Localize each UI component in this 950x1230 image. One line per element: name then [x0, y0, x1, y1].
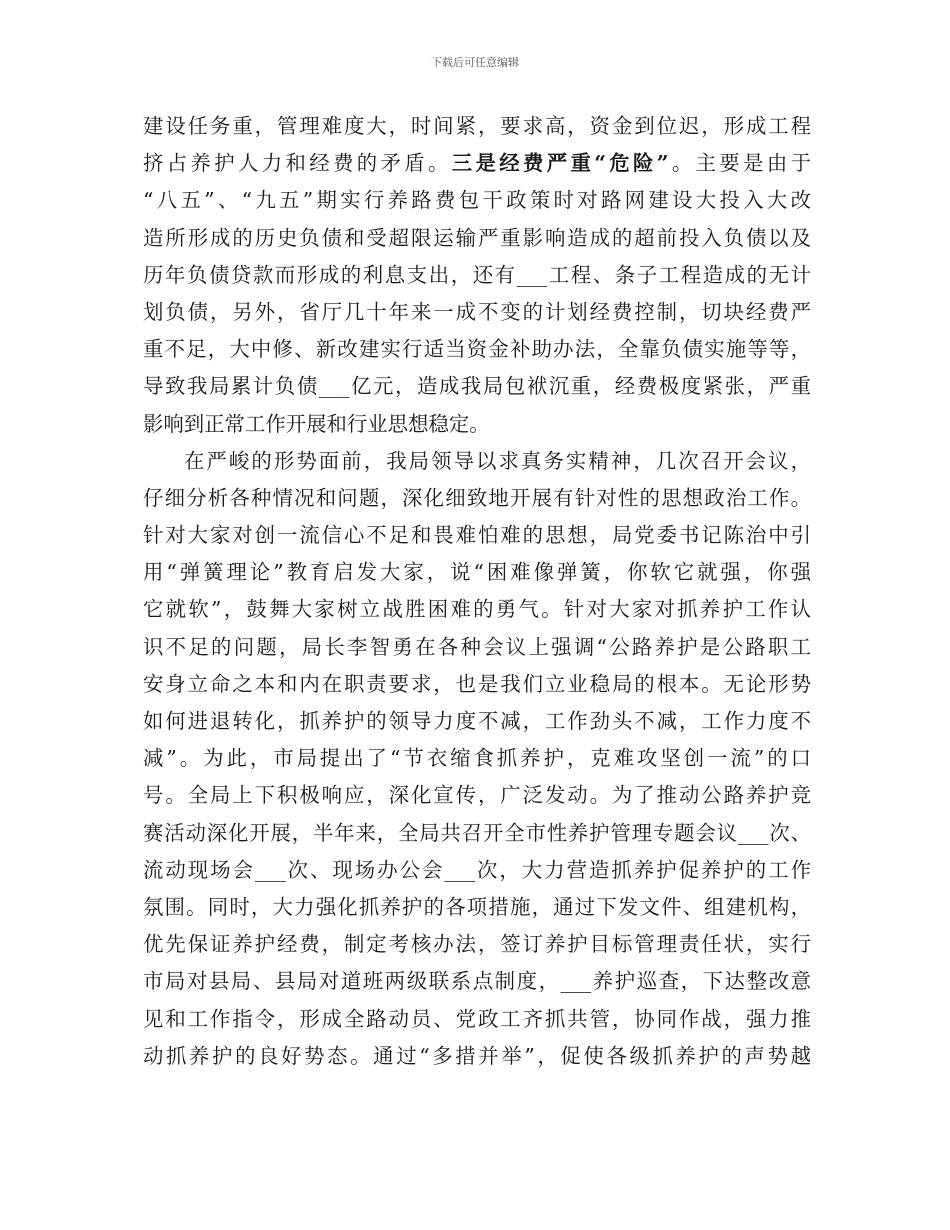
text-line: 流动现场会___次、现场办公会___次，大力营造抓养护促养护的工作 — [143, 857, 811, 882]
text-line: 在严峻的形势面前，我局领导以求真务实精神，几次召开会议， — [184, 448, 811, 473]
text-line: 减”。为此，市局提出了“节衣缩食抓养护，克难攻坚创一流”的口 — [143, 746, 811, 771]
text-line: 如何进退转化，抓养护的领导力度不减，工作劲头不减，工作力度不 — [143, 709, 811, 733]
text-line: 市局对县局、县局对道班两级联系点制度，___养护巡查，下达整改意 — [143, 969, 811, 994]
text-line: 仔细分析各种情况和问题，深化细致地开展有针对性的思想政治工作。 — [143, 485, 811, 510]
text-line: 识不足的问题，局长李智勇在各种会议上强调“公路养护是公路职工 — [143, 634, 811, 659]
paragraph-leadership-response — [143, 443, 811, 1075]
text-line: 氛围。同时，大力强化抓养护的各项措施，通过下发文件、组建机构， — [143, 894, 811, 919]
text-line: “八五”、“九五”期实行养路费包干政策时对路网建设大投入大改 — [143, 188, 811, 213]
text-line: 针对大家对创一流信心不足和畏难怕难的思想，局党委书记陈治中引 — [143, 523, 811, 548]
text-line: 它就软”，鼓舞大家树立战胜困难的勇气。针对大家对抓养护工作认 — [143, 597, 811, 622]
text-line: 历年负债贷款而形成的利息支出，还有___工程、条子工程造成的无计 — [143, 262, 811, 287]
bold-heading-phrase: 三是经费严重“危险” — [451, 151, 669, 176]
text-segment: 。主要是由于 — [668, 151, 811, 176]
text-line: 优先保证养护经费，制定考核办法，签订养护目标管理责任状，实行 — [143, 932, 811, 957]
text-line: 影响到正常工作开展和行业思想稳定。 — [143, 411, 490, 436]
text-line: 见和工作指令，形成全路动员、党政工齐抓共管，协同作战，强力推 — [143, 1006, 811, 1031]
text-segment: 挤占养护人力和经费的矛盾。 — [143, 151, 452, 176]
document-body — [143, 108, 811, 1075]
text-line: 安身立命之本和内在职责要求，也是我们立业稳局的根本。无论形势 — [143, 671, 811, 696]
page-header: 下载后可任意编辑 — [431, 56, 519, 69]
text-line: 重不足，大中修、新改建实行适当资金补助办法，全靠负债实施等等， — [143, 337, 811, 362]
text-line: 用“弹簧理论”教育启发大家，说“困难像弹簧，你软它就强，你强 — [143, 560, 811, 585]
text-line: 造所形成的历史负债和受超限运输严重影响造成的超前投入负债以及 — [143, 225, 811, 250]
text-line: 动抓养护的良好势态。通过“多措并举”，促使各级抓养护的声势越 — [143, 1043, 811, 1068]
text-line: 建设任务重，管理难度大，时间紧，要求高，资金到位迟，形成工程 — [143, 114, 811, 138]
text-line: 赛活动深化开展，半年来，全局共召开全市性养护管理专题会议___次、 — [143, 820, 811, 845]
paragraph-funding-pressure — [143, 108, 811, 443]
text-line: 导致我局累计负债___亿元，造成我局包袱沉重，经费极度紧张，严重 — [143, 374, 811, 399]
text-line: 号。全局上下积极响应，深化宣传，广泛发动。为了推动公路养护竞 — [143, 783, 811, 808]
text-line-with-emphasis — [143, 145, 811, 182]
text-line: 划负债，另外，省厅几十年来一成不变的计划经费控制，切块经费严 — [143, 299, 811, 324]
